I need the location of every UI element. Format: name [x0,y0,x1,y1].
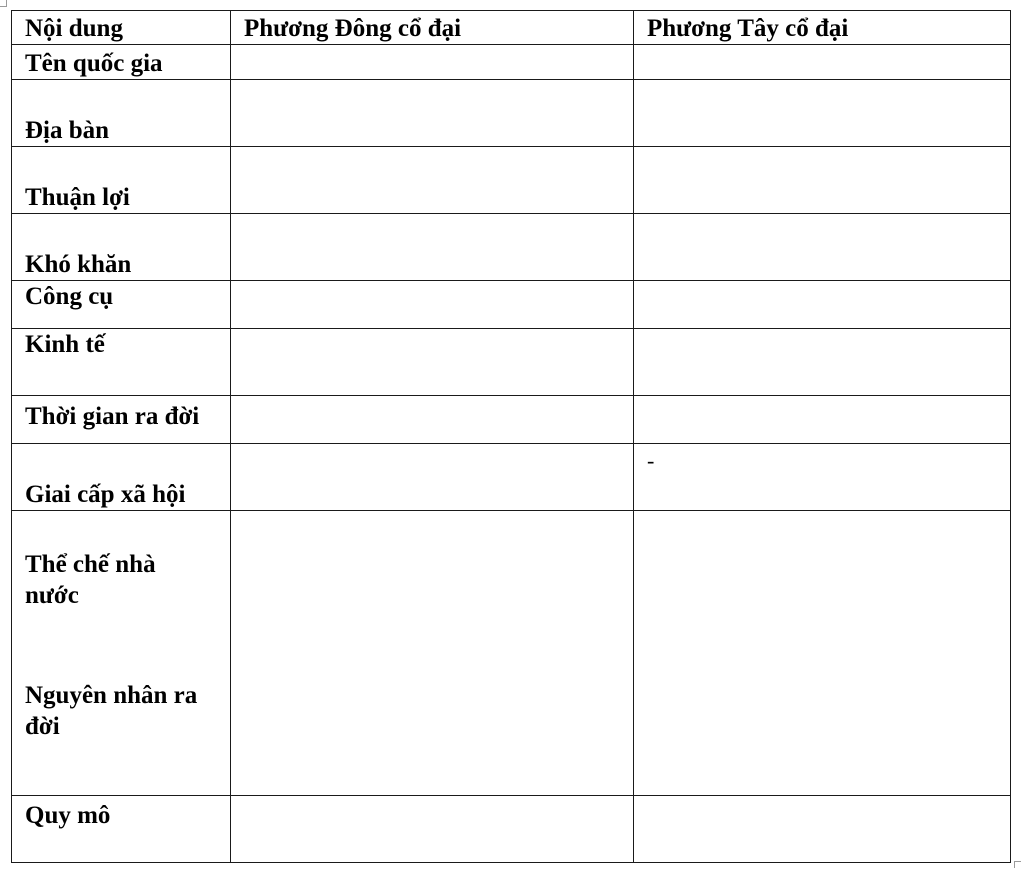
west-cell[interactable] [634,796,1011,863]
row-label[interactable]: Khó khăn [12,214,231,281]
header-content[interactable]: Nội dung [12,11,231,45]
table-row [12,45,1011,80]
table-row [12,281,1011,329]
east-cell[interactable] [231,45,634,80]
east-cell[interactable] [231,444,634,511]
row-label[interactable]: Công cụ [12,281,231,329]
east-cell[interactable] [231,329,634,396]
row-label-secondary: Nguyên nhân ra đời [25,682,198,740]
row-label[interactable]: Thuận lợi [12,147,231,214]
east-cell[interactable] [231,281,634,329]
table-row [12,511,1011,796]
west-cell[interactable] [634,281,1011,329]
row-label[interactable]: Thời gian ra đời [12,396,231,444]
east-cell[interactable] [231,80,634,147]
row-label[interactable]: Quy mô [12,796,231,863]
row-label-cell[interactable] [12,511,231,796]
table-row [12,396,1011,444]
table-row [12,147,1011,214]
row-label[interactable]: Giai cấp xã hội [12,444,231,511]
header-row [12,11,1011,45]
table-row [12,796,1011,863]
table-row [12,80,1011,147]
row-label[interactable]: Tên quốc gia [12,45,231,80]
row-label: Thể chế nhà nước [25,551,156,609]
row-label[interactable]: Kinh tế [12,329,231,396]
east-cell[interactable] [231,147,634,214]
row-label[interactable]: Địa bàn [12,80,231,147]
table-row [12,214,1011,281]
east-cell[interactable] [231,214,634,281]
table-move-handle[interactable] [0,0,7,7]
west-cell[interactable] [634,396,1011,444]
comparison-table [11,10,1011,863]
east-cell[interactable] [231,796,634,863]
header-west[interactable]: Phương Tây cổ đại [634,11,1011,45]
west-cell[interactable] [634,80,1011,147]
west-cell[interactable] [634,511,1011,796]
west-cell[interactable] [634,147,1011,214]
table-row [12,329,1011,396]
east-cell[interactable] [231,396,634,444]
header-east[interactable]: Phương Đông cổ đại [231,11,634,45]
west-cell[interactable] [634,45,1011,80]
west-cell[interactable] [634,214,1011,281]
east-cell[interactable] [231,511,634,796]
table-row [12,444,1011,511]
dash-mark: - [647,448,655,473]
west-cell[interactable] [634,329,1011,396]
table-resize-handle[interactable] [1014,861,1021,868]
west-cell[interactable] [634,444,1011,511]
